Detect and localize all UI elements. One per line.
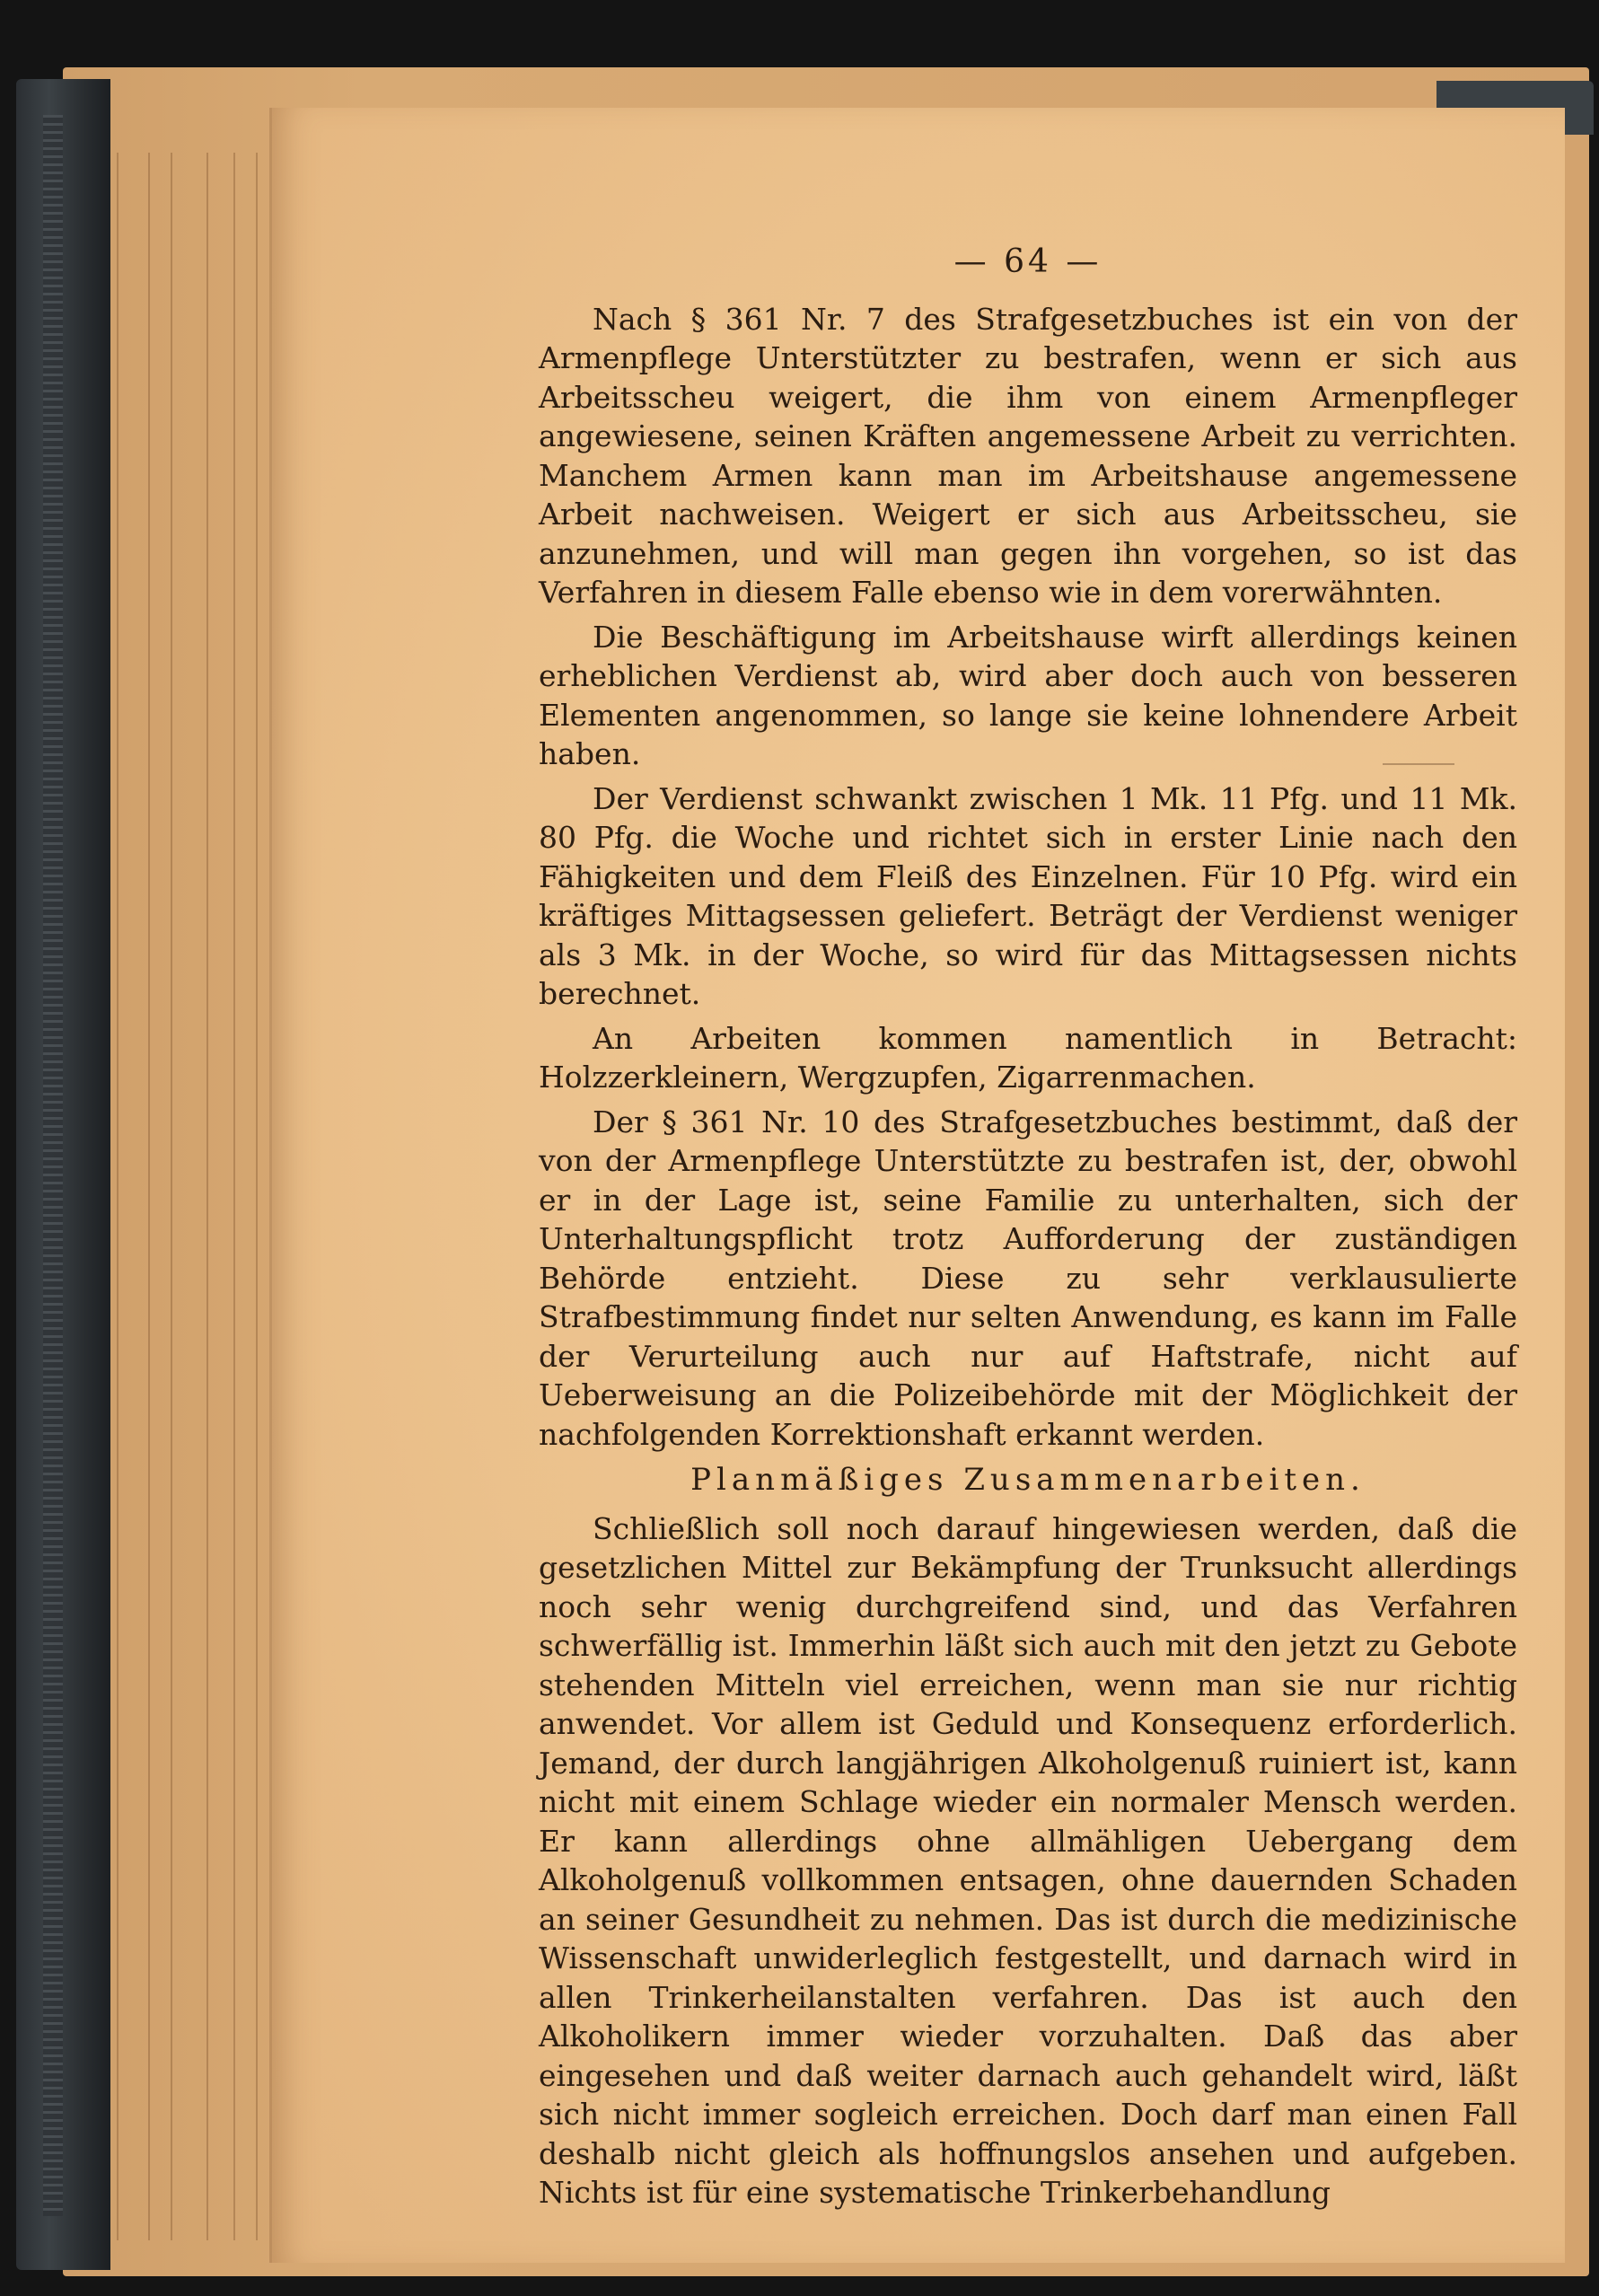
paragraph: Die Beschäftigung im Arbeitshause wirft allerdings keinen erheblichen Verdienst ab, wird aber doch auch von besseren Elementen angenommen, so lange sie keine lohnendere Arbeit haben. bbox=[539, 619, 1517, 771]
page-edge-line bbox=[117, 153, 119, 2240]
paragraph: Der Verdienst schwankt zwischen 1 Mk. 11 Pfg. und 11 Mk. 80 Pfg. die Woche und richtet sich in erster Linie nach den Fähigkeiten und dem Fleiß des Einzelnen. Für 10 Pfg. wird ein kräftiges Mittagsessen geliefert. Beträgt der Verdienst weniger als 3 Mk. in der Woche, so wird für das Mittagsessen nichts berechnet. bbox=[539, 780, 1517, 1011]
page-edge-line bbox=[206, 153, 208, 2240]
page-edge-line bbox=[171, 153, 172, 2240]
page-number: — 64 — bbox=[953, 243, 1103, 280]
page-edge-line bbox=[233, 153, 235, 2240]
page-edge-line bbox=[256, 153, 258, 2240]
paragraph: Schließlich soll noch darauf hingewiesen werden, daß die gesetzlichen Mittel zur Bekämpfung der Trunksucht allerdings noch sehr wenig durchgreifend sind, und das Verfahren schwerfällig ist. Immerhin läßt sich auch mit den jetzt zu Gebote stehenden Mitteln viel erreichen, wenn man sie nur richtig anwendet. Vor allem ist Geduld und Konsequenz erforderlich. Jemand, der durch langjährigen Alkoholgenuß ruiniert ist, kann nicht mit einem Schlage wieder ein normaler Mensch werden. Er kann allerdings ohne allmähligen Uebergang dem Alkoholgenuß vollkommen entsagen, ohne dauernden Schaden an seiner Gesundheit zu nehmen. Das ist durch die medizinische Wissenschaft unwiderleglich festgestellt, und darnach wird in allen Trinkerheilanstalten verfahren. Das ist auch den Alkoholikern immer wieder vorzuhalten. Daß das aber eingesehen und daß weiter darnach auch gehandelt wird, läßt sich nicht immer sogleich erreichen. Doch darf man einen Fall deshalb nicht gleich als hoffnungslos ansehen und aufgeben. Nichts ist für eine systematische Trinkerbehandlung bbox=[539, 1510, 1517, 2210]
paragraph: Nach § 361 Nr. 7 des Strafgesetzbuches ist ein von der Armenpflege Unterstützter zu bestrafen, wenn er sich aus Arbeitsscheu weigert, die ihm von einem Armenpfleger angewiesene, seinen Kräften angemessene Arbeit zu verrichten. Manchem Armen kann man im Arbeitshause angemessene Arbeit nachweisen. Weigert er sich aus Arbeitsscheu, sie anzunehmen, und will man gegen ihn vorgehen, so ist das Verfahren in diesem Falle ebenso wie in dem vorerwähnten. bbox=[539, 301, 1517, 610]
paragraph: An Arbeiten kommen namentlich in Betracht: Holzzerkleinern, Wergzupfen, Zigarrenmachen. bbox=[539, 1020, 1517, 1095]
paragraph: Der § 361 Nr. 10 des Strafgesetzbuches bestimmt, daß der von der Armenpflege Unterstützte zu bestrafen ist, der, obwohl er in der Lage ist, seine Familie zu unterhalten, sich der Unterhaltungspflicht trotz Aufforderung der zuständigen Behörde entzieht. Diese zu sehr verklausulierte Strafbestimmung findet nur selten Anwendung, es kann im Falle der Verurteilung auch nur auf Haftstrafe, nicht auf Ueberweisung an die Polizeibehörde mit der Möglichkeit der nachfolgenden Korrektionshaft erkannt werden. bbox=[539, 1104, 1517, 1452]
section-heading: Planmäßiges Zusammenarbeiten. bbox=[690, 1462, 1366, 1498]
page-edge-line bbox=[148, 153, 150, 2240]
page-text bbox=[539, 242, 1517, 2218]
book-cover-binding bbox=[16, 79, 110, 2270]
